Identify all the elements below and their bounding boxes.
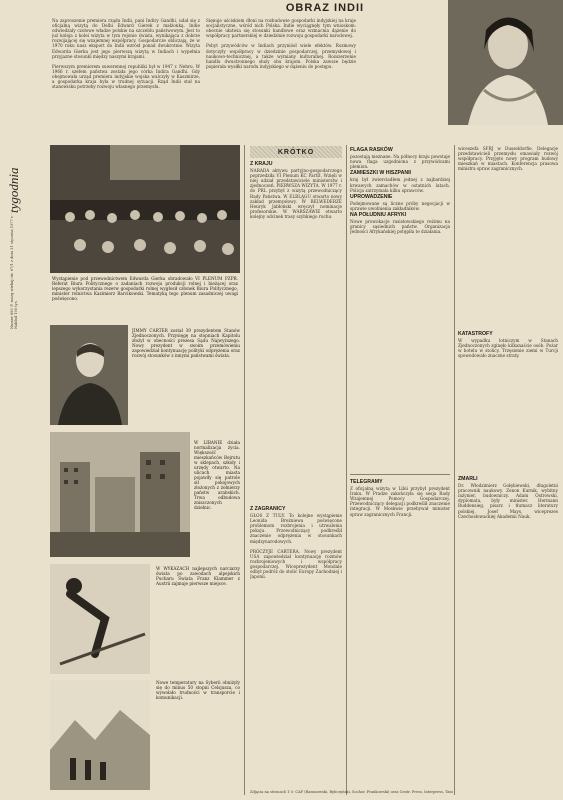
indira-gandhi-photo: [448, 0, 563, 125]
africa-heading: NA POŁUDNIU AFRYKI: [350, 212, 407, 219]
column-divider: [244, 145, 245, 795]
domestic-heading: Z KRAJU: [250, 161, 273, 167]
lebanon-photo: [50, 432, 190, 557]
skiing-photo: [50, 564, 150, 674]
section-divider: [350, 474, 450, 475]
krotko-banner: [250, 146, 342, 158]
lead-article-col1: Na zaproszenie premiera rządu Indii, pani Indiry Gandhi, udał się z oficjalną wizytą do Delhi Edward Gierek z małżonką. Indie odwiedzały czołowe władze polskie na szczeblu państwowym. Jest to już koleja z kolei wizyta w tym rejonie świata, wynikająca z dobrze rozwijającej się wzajemnej współpracy. Gospodarcze obliczają, że w 1970 roku nasz eksport do Indii wzrósł ponad dwukrotnie. Wizyta Edwarda Gierka jest jego pierwszą wizytą w Indiach i wypełnia przyjazne stosunki między naszymi krajami. Pierwszym premierem suwerennej republiki był w 1947 r. Nehru. W 1966 r. szefem państwa została jego córka Indira Gandhi. Gdy obejmowała urząd premiera indyjskie wojska walczyły w Kaszmirze, a gospodarka kraju była w trudnej sytuacji. Rząd Indii stał na stanowisku potrzeby rozwoju własnego przemysłu.: [52, 18, 200, 90]
frost-caption: Nowe temperatury na Syberii obniżyły się do minus 50 stopni Celsjusza, co wywołało trudności w transporcie i komunikacji.: [156, 680, 240, 700]
carter-caption: JIMMY CARTER został 39 prezydentem Stanów Zjednoczonych. Przysięgę na stopniach Kapitolu złożył w obecności prezesa Sądu Najwyższego. Nowy prezydent w swoim przemówieniu zapowiedział kontynuację polityki odprężenia oraz rozwój stosunków z innymi państwami świata.: [132, 328, 240, 358]
skier-image: [50, 564, 150, 674]
plenum-photo: [50, 145, 240, 273]
skiing-caption: W WYKAZACH najlepszych narciarzy świata po zawodach alpejskich Pucharu Świata Franz Klammer z Austrii zajmuje pierwsze miejsce.: [156, 566, 240, 586]
masthead: [205, 2, 445, 16]
coup-heading: ZAMIESZKI W HISZPANII: [350, 170, 411, 177]
deaths-heading: ZMARLI: [458, 476, 478, 482]
frost-image: [50, 680, 150, 790]
right-news: FLAGA RASKÓW pozostają nieznane. Na północy kraju powstaje nowa flaga uzgodniona z przywódcami plemion. ZAMIESZKI W HISZPANII kraj był zwierciadłem jednej z najbardziej krwawych zamachów w ostatnich latach. Policja zatrzymała kilku sprawców. UPROWADZENIE Podejmowane są liczne próby negocjacji w sprawie uwolnienia zakładników. NA POŁUDNIU AFRYKI Nowe prowokacje rasistowskiego reżimu na granicy sąsiednich państw. Organizacja Jedności Afrykańskiej potępiła te działania.: [350, 147, 450, 235]
logo-strip: [0, 0, 48, 800]
carter-image: [50, 325, 128, 425]
portrait-image: [448, 0, 563, 125]
domestic-news: Z KRAJU NARADA aktywu partyjno-gospodarczego poprzedziła VI Plenum KC PartII. Wzięli w niej udział przedstawiciele ministerstw i zjednoczeń. PIERWSZA WIZYTA. W 1977 r. do PRL przybył z wizytą przewodniczący Rady Państwa. W ELBLĄGU otwarto nowy zakład przemysłowy. W BELWEDERZE Henryk Jabłoński wręczył nominacje profesorskie. W WARSZAWIE otwarto kolejny odcinek trasy szybkiego ruchu.: [250, 161, 342, 219]
disasters-section: KATASTROFY W wypadku lotniczym w Stanach Zjednoczonych zginęło kilkanaście osób. Pożar w hotelu w stolicy. Trzęsienie ziemi w Turcji spowodowało znaczne straty.: [458, 331, 558, 359]
carter-photo: [50, 325, 128, 425]
column-divider: [454, 145, 455, 795]
page-title: OBRAZ INDII: [285, 2, 365, 14]
frost-photo: [50, 680, 150, 790]
photo-credits: Zdjęcia na stronach 1-3: CAF (Baranowski, Rybczyński, Sochor, Frankowski) oraz Centr. Press, Interpress, Tass: [250, 790, 454, 794]
telegram-news: TELEGRAMY Z oficjalną wizytą w Libii przybył prezydent Iraku. W Pradze zakończyła się sesja Rady Wzajemnej Pomocy Gospodarczej. Przewodniczący delegacji podkreślił znaczenie integracji. W Moskwie przebywał minister spraw zagranicznych Francji.: [350, 479, 450, 517]
world-news: Z ZAGRANICY GŁOS Z TULY. To kolejne wystąpienie Leonida Breżniewa poświęcone problemom rozbrojenia i utrwalenia pokoju. Przewodniczący podkreślił znaczenie odprężenia w stosunkach międzynarodowych. PRÓCZYJE CARTERA. Nowy prezydent USA zapowiedział kontynuację rozmów rozbrojeniowych i współpracy gospodarczej. Wiceprezydent Mondale odbył podróż do stolic Europy Zachodniej i Japonii.: [250, 506, 342, 580]
issue-line: Numer 899 © mozg wiekuj otr. 67/1 z dnia 31 stycznia 1977 r. - Nakład 190 tys.: [10, 213, 18, 329]
plenum-image: [50, 145, 240, 273]
world-heading: Z ZAGRANICY: [250, 506, 286, 512]
disasters-heading: KATASTROFY: [458, 331, 493, 337]
tygodnia-logo: tygodnia: [6, 167, 21, 213]
column-divider: [346, 145, 347, 795]
spain-heading: UPROWADZENIE: [350, 193, 393, 200]
far-right-news: wiceszefa SFRJ w Dusseldorfie. Delegacje przedstawicieli przemysłu omawiały rozwój współpracy. Przyjęto nowy program budowy mieszkań w miastach. Konferencja prasowa ministra spraw zagranicznych.: [458, 146, 558, 172]
deaths-section: ZMARLI Dr. Włodzimierz Gołębiewski, długoletni pracownik naukowy. Zenon Kurnik, wybitny inżynier, budowniczy. Adam Ostrowski, dyplomata, były minister. Hermann Buddensieg, pisarz i tłumacz literatury polskiej. Josef Mays, wiceprezes Czechosłowackiej Akademii Nauk.: [458, 476, 558, 519]
lebanon-image: [50, 432, 190, 557]
section-title: KRÓTKO: [277, 148, 315, 156]
lead-article-col2: Sięnuje uściskiem dłoni na rozbudowie gospodarki indyjskiej na kraje socjalistyczne, wśród nich Polska. Indie wyciągnęły tym wnioskom: obecnie ułatwia się stosunki handlowe oraz wzmacnia dążenie do współpracy partnerskiej w dziedzinie rozwoju gospodarki narodowej. Pobyt przywódców w Indiach przyniósł wiele efektów. Rozmowy dotyczyły współpracy w dziedzinie gospodarczej, przemysłowej i naukowo-technicznej, a także wymiany kulturalnej. Rozszerzenie handlu dwustronnego służy obu krajom. Polska zawsze będzie popierała wysiłki narodu indyjskiego w dążeniu do postępu.: [206, 18, 356, 69]
telegram-heading: TELEGRAMY: [350, 479, 383, 485]
lebanon-caption: W LIBANIE działa normalizacja życia. Większość mieszkańców Bejrutu w sklepach, szkoły i urzędy otwarto. Na ulicach miasta pojawiły się patrole sił pokojowych złożonych z żołnierzy państw arabskich. Trwa odbudowa zniszczonych dzielnic.: [194, 440, 240, 510]
flags-heading: FLAGA RASKÓW: [350, 147, 393, 153]
plenum-caption: Wystąpienie pod przewodnictwem Edwarda Gierka obradowało VI PLENUM PZPR. Referat Biura Politycznego o zadaniach rozwoju produkcji rolnej i bieżącej oraz lepszego wykorzystania rezerw gospodarki rolnej wygłosił członek Biura Politycznego, minister rolnictwa Kazimierz Barcikowski. Tematyką tego plenum zasadniczej uwagi poświęcono.: [52, 276, 238, 301]
